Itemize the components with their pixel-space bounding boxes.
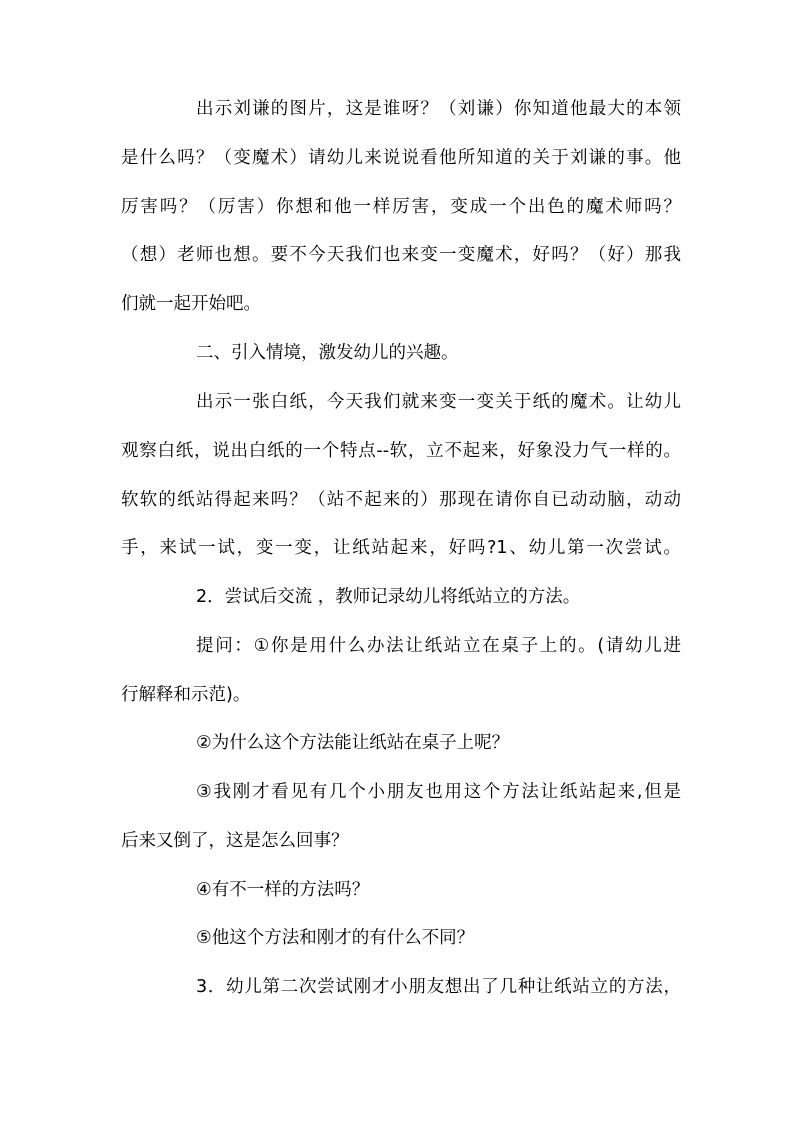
paragraph-line-1: 出示刘谦的图片，这是谁呀？（刘谦）你知道他最大的本领 [196,99,681,119]
paragraph-line-4: （想）老师也想。要不今天我们也来变一变魔术，好吗？（好）那我 [121,245,681,265]
step-2-line: 2．尝试后交流 ，教师记录幼儿将纸站立的方法。 [196,587,581,607]
paragraph-line-8: 软软的纸站得起来吗？（站不起来的）那现在请你自已动动脑，动动 [121,490,681,510]
paragraph-line-9: 手，来试一试，变一变，让纸站起来，好吗?1、幼儿第一次尝试。 [121,538,681,558]
step-3-line: 3．幼儿第二次尝试刚才小朋友想出了几种让纸站立的方法， [196,977,681,997]
paragraph-line-7: 观察白纸，说出白纸的一个特点--软，立不起来，好象没力气一样的。 [121,441,681,461]
paragraph-line-2: 是什么吗？（变魔术）请幼儿来说说看他所知道的关于刘谦的事。他 [121,148,681,168]
section-heading: 二、引入情境，激发幼儿的兴趣。 [196,343,459,363]
question-4-line: ④有不一样的方法吗？ [196,880,370,900]
paragraph-line-3: 厉害吗？（厉害）你想和他一样厉害，变成一个出色的魔术师吗？ [121,197,681,217]
paragraph-line-5: 们就一起开始吧。 [121,294,261,314]
question-1-line-1: 提问：①你是用什么办法让纸站立在桌子上的。(请幼儿进 [196,636,681,656]
paragraph-line-6: 出示一张白纸，今天我们就来变一变关于纸的魔术。让幼儿 [196,392,681,412]
question-3-line-2: 后来又倒了，这是怎么回事？ [121,831,349,851]
question-5-line: ⑤他这个方法和刚才的有什么不同？ [196,928,475,948]
question-2-line: ②为什么这个方法能让纸站在桌子上呢？ [196,733,510,753]
question-1-line-2: 行解释和示范)。 [121,685,251,705]
question-3-line-1: ③我刚才看见有几个小朋友也用这个方法让纸站起来,但是 [196,782,681,802]
